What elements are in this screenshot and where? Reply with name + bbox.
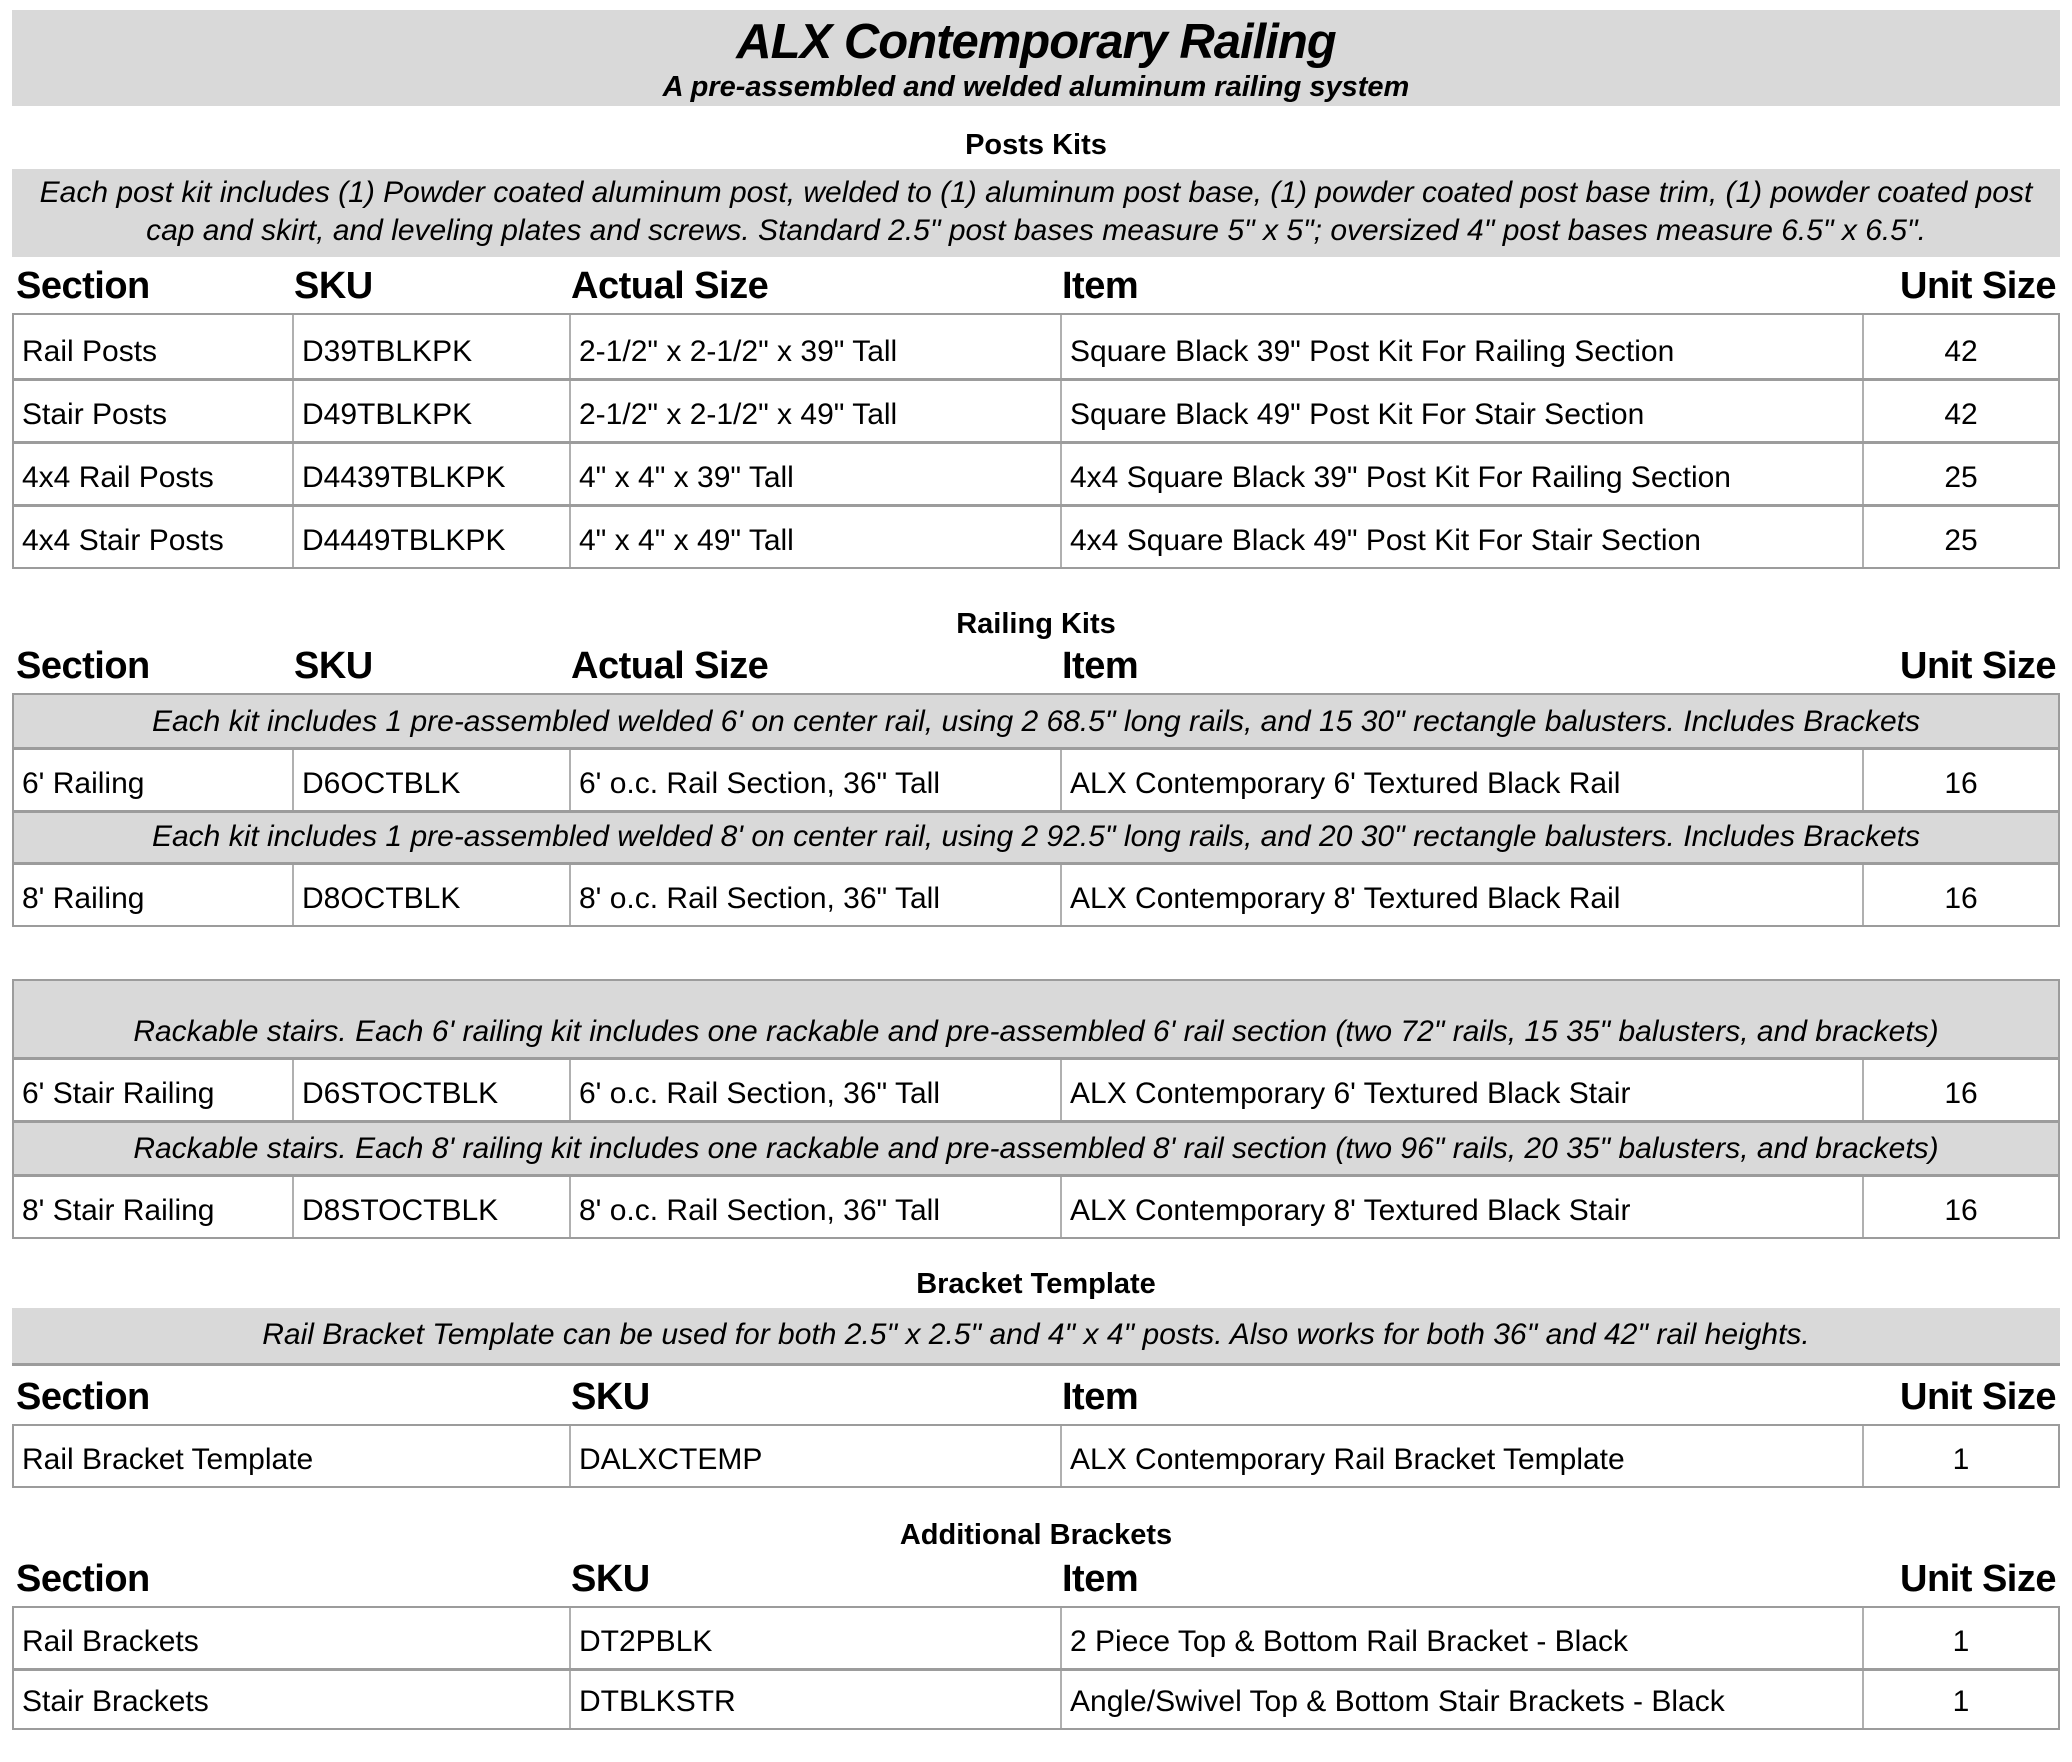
cell-sku: D6STOCTBLK: [292, 1060, 569, 1120]
table-row: [14, 1057, 2058, 1120]
cell-sku: D49TBLKPK: [292, 381, 569, 441]
cell-section: 4x4 Rail Posts: [22, 461, 214, 494]
cell-unit-size: 1: [1862, 1426, 2058, 1486]
cell-sku: D8OCTBLK: [292, 865, 569, 925]
table-row: [14, 862, 2058, 925]
cell-item: Square Black 49" Post Kit For Stair Section: [1060, 381, 1862, 441]
table-row: [14, 1608, 2058, 1668]
cell-unit-size: 16: [1862, 1177, 2058, 1237]
cell-item: ALX Contemporary Rail Bracket Template: [1060, 1426, 1862, 1486]
column-header-section: Section: [16, 645, 150, 687]
posts-kits-table: [12, 313, 2060, 569]
section-heading-bracket-template: Bracket Template: [916, 1268, 1156, 1300]
section-heading-additional-brackets: Additional Brackets: [899, 1519, 1173, 1551]
cell-actual-size: 8' o.c. Rail Section, 36" Tall: [569, 865, 1060, 925]
table-row: [14, 1426, 2058, 1486]
column-header-unit-size: Unit Size: [1900, 1376, 2056, 1418]
cell-sku: DTBLKSTR: [569, 1671, 1060, 1728]
cell-unit-size: 42: [1862, 381, 2058, 441]
column-header-actual-size: Actual Size: [571, 645, 769, 687]
bracket-template-table: [12, 1424, 2060, 1488]
cell-unit-size: 25: [1862, 444, 2058, 504]
cell-unit-size: 16: [1862, 750, 2058, 810]
posts-kits-note: Each post kit includes (1) Powder coated aluminum post, welded to (1) aluminum post base, (1) powder coated post base trim, (1) powder coated post cap and skirt, and leveling plates and screws. Standard 2.5" post bases measure 5" x 5"; oversized 4" post bases measure 6.5" x 6.5".: [12, 169, 2060, 257]
column-header-item: Item: [1062, 645, 1139, 687]
cell-unit-size: 25: [1862, 507, 2058, 567]
column-header-sku: SKU: [571, 1558, 650, 1600]
column-header-sku: SKU: [294, 265, 373, 307]
cell-sku: DALXCTEMP: [569, 1426, 1060, 1486]
cell-item: Angle/Swivel Top & Bottom Stair Brackets - Black: [1060, 1671, 1862, 1728]
cell-item: ALX Contemporary 6' Textured Black Rail: [1060, 750, 1862, 810]
cell-actual-size: 6' o.c. Rail Section, 36" Tall: [569, 1060, 1060, 1120]
cell-section: 8' Railing: [22, 882, 145, 915]
section-heading-railing-kits: Railing Kits: [956, 608, 1116, 640]
page-subtitle: A pre-assembled and welded aluminum railing system: [662, 71, 1410, 103]
cell-actual-size: 8' o.c. Rail Section, 36" Tall: [569, 1177, 1060, 1237]
cell-item: 4x4 Square Black 49" Post Kit For Stair Section: [1060, 507, 1862, 567]
additional-column-headers: [12, 1558, 2060, 1604]
column-header-item: Item: [1062, 1376, 1139, 1418]
cell-sku: D6OCTBLK: [292, 750, 569, 810]
cell-unit-size: 16: [1862, 1060, 2058, 1120]
column-header-unit-size: Unit Size: [1900, 645, 2056, 687]
note-row-6ft-railing: Each kit includes 1 pre-assembled welded 6' on center rail, using 2 68.5" long rails, and 15 30" rectangle balusters. Includes Brackets: [14, 695, 2058, 747]
posts-column-headers: [12, 265, 2060, 311]
column-header-actual-size: Actual Size: [571, 265, 769, 307]
cell-item: Square Black 39" Post Kit For Railing Section: [1060, 315, 1862, 378]
railing-kits-table: [12, 693, 2060, 927]
title-band: [12, 10, 2060, 106]
table-row: [14, 315, 2058, 378]
column-header-section: Section: [16, 265, 150, 307]
cell-unit-size: 42: [1862, 315, 2058, 378]
cell-section: Rail Brackets: [22, 1625, 199, 1658]
note-row-8ft-stair: Rackable stairs. Each 8' railing kit includes one rackable and pre-assembled 8' rail section (two 96" rails, 20 35" balusters, and brackets): [14, 1120, 2058, 1174]
cell-section: Stair Brackets: [22, 1685, 209, 1718]
column-header-unit-size: Unit Size: [1900, 265, 2056, 307]
cell-unit-size: 1: [1862, 1608, 2058, 1668]
column-header-sku: SKU: [571, 1376, 650, 1418]
cell-section: 6' Stair Railing: [22, 1077, 215, 1110]
railing-column-headers: [12, 645, 2060, 691]
cell-unit-size: 1: [1862, 1671, 2058, 1728]
cell-section: 4x4 Stair Posts: [22, 524, 224, 557]
bracket-template-note: Rail Bracket Template can be used for both 2.5" x 2.5" and 4" x 4" posts. Also works for both 36" and 42" rail heights.: [12, 1308, 2060, 1366]
bracket-column-headers: [12, 1376, 2060, 1422]
cell-item: ALX Contemporary 8' Textured Black Stair: [1060, 1177, 1862, 1237]
cell-unit-size: 16: [1862, 865, 2058, 925]
cell-sku: D8STOCTBLK: [292, 1177, 569, 1237]
cell-sku: DT2PBLK: [569, 1608, 1060, 1668]
page-title: ALX Contemporary Railing: [736, 15, 1336, 69]
column-header-item: Item: [1062, 265, 1139, 307]
cell-item: ALX Contemporary 6' Textured Black Stair: [1060, 1060, 1862, 1120]
cell-item: ALX Contemporary 8' Textured Black Rail: [1060, 865, 1862, 925]
cell-section: 6' Railing: [22, 767, 145, 800]
cell-actual-size: 4" x 4" x 49" Tall: [569, 507, 1060, 567]
column-header-item: Item: [1062, 1558, 1139, 1600]
section-heading-posts-kits: Posts Kits: [965, 129, 1107, 161]
column-header-unit-size: Unit Size: [1900, 1558, 2056, 1600]
cell-section: Rail Bracket Template: [22, 1443, 314, 1476]
table-row: [14, 504, 2058, 567]
cell-actual-size: 2-1/2" x 2-1/2" x 49" Tall: [569, 381, 1060, 441]
cell-sku: D4439TBLKPK: [292, 444, 569, 504]
cell-actual-size: 2-1/2" x 2-1/2" x 39" Tall: [569, 315, 1060, 378]
stair-railing-table: [12, 979, 2060, 1239]
cell-section: Stair Posts: [22, 398, 168, 431]
table-row: [14, 378, 2058, 441]
column-header-sku: SKU: [294, 645, 373, 687]
cell-sku: D4449TBLKPK: [292, 507, 569, 567]
table-row: [14, 441, 2058, 504]
additional-brackets-table: [12, 1606, 2060, 1730]
cell-section: Rail Posts: [22, 335, 158, 368]
cell-sku: D39TBLKPK: [292, 315, 569, 378]
cell-actual-size: 6' o.c. Rail Section, 36" Tall: [569, 750, 1060, 810]
table-row: [14, 1174, 2058, 1237]
cell-section: 8' Stair Railing: [22, 1194, 215, 1227]
column-header-section: Section: [16, 1558, 150, 1600]
cell-item: 4x4 Square Black 39" Post Kit For Railing Section: [1060, 444, 1862, 504]
table-row: [14, 747, 2058, 810]
table-row: [14, 1668, 2058, 1728]
column-header-section: Section: [16, 1376, 150, 1418]
note-row-8ft-railing: Each kit includes 1 pre-assembled welded 8' on center rail, using 2 92.5" long rails, and 20 30" rectangle balusters. Includes Brackets: [14, 810, 2058, 862]
cell-actual-size: 4" x 4" x 39" Tall: [569, 444, 1060, 504]
note-row-6ft-stair: Rackable stairs. Each 6' railing kit includes one rackable and pre-assembled 6' rail section (two 72" rails, 15 35" balusters, and brackets): [14, 981, 2058, 1057]
cell-item: 2 Piece Top & Bottom Rail Bracket - Black: [1060, 1608, 1862, 1668]
